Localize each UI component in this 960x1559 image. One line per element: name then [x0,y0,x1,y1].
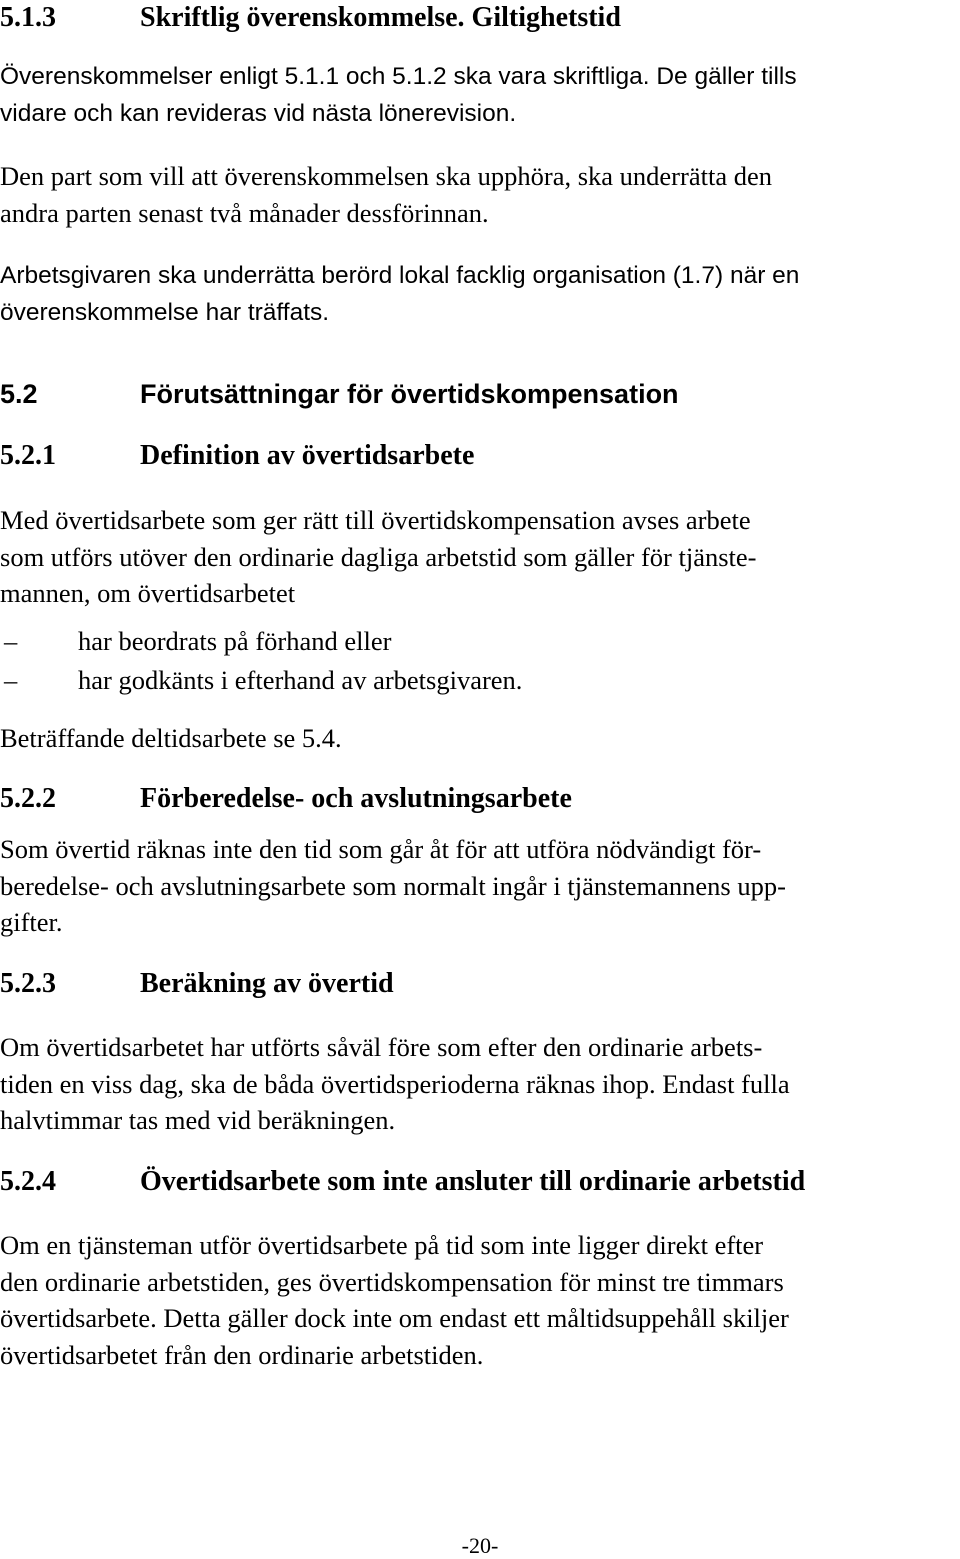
paragraph-5-2-1-2 [0,720,950,757]
heading-title: Förberedelse- och avslutningsarbete [140,783,572,814]
paragraph-5-1-3-2 [0,158,950,231]
text-line: andra parten senast två månader dessförinnan. [0,197,489,228]
heading-number: 5.2 [0,379,38,409]
heading-number: 5.2.3 [0,968,56,999]
text-line: Den part som vill att överenskommelsen ska upphöra, ska underrätta den [0,161,772,191]
text-line: halvtimmar tas med vid beräkningen. [0,1105,396,1135]
heading-5-2-2 [0,781,950,817]
dash-bullet: – [4,665,18,695]
paragraph-5-1-3-1 [0,59,950,132]
heading-title: Definition av övertidsarbete [140,440,475,471]
heading-title: Beräkning av övertid [140,968,394,999]
text-line: tiden en viss dag, ska de båda övertidsperioderna räknas ihop. Endast fulla [0,1068,790,1099]
paragraph-5-1-3-3 [0,258,950,331]
heading-5-1-3 [0,0,950,36]
text-line: Om en tjänsteman utför övertidsarbete på tid som inte ligger direkt efter [0,1230,764,1260]
list-item [0,662,522,698]
heading-title: Skriftlig överenskommelse. Giltighetstid [140,2,621,33]
heading-title: Förutsättningar för övertidskompensation [140,379,679,409]
heading-5-2-3 [0,966,950,1002]
text-line: Beträffande deltidsarbete se 5.4. [0,723,342,753]
text-line: Arbetsgivaren ska underrätta berörd lokal facklig organisation (1.7) när en [0,262,800,289]
text-line: vidare och kan revideras vid nästa lönerevision. [0,99,517,127]
paragraph-5-2-1-1 [0,502,950,612]
text-line: mannen, om övertidsarbetet [0,578,296,608]
text-line: övertidsarbetet från den ordinarie arbetstiden. [0,1339,484,1370]
text-line: Överenskommelser enligt 5.1.1 och 5.1.2 ska vara skriftliga. De gäller tills [0,63,797,90]
text-line: gifter. [0,907,63,937]
text-line: beredelse- och avslutningsarbete som normalt ingår i tjänstemannens upp- [0,870,786,901]
text-line: övertidsarbete. Detta gäller dock inte om endast ett måltidsuppehåll skiljer [0,1303,789,1333]
list-item-text: har beordrats på förhand eller [78,626,392,656]
list-item-text: har godkänts i efterhand av arbetsgivaren. [78,665,523,695]
page-number: -20- [461,1533,499,1558]
text-line: Med övertidsarbete som ger rätt till övertidskompensation avses arbete [0,505,751,535]
dash-bullet: – [4,626,18,656]
heading-title: Övertidsarbete som inte ansluter till ordinarie arbetstid [140,1166,806,1197]
text-line: Som övertid räknas inte den tid som går åt för att utföra nödvändigt för- [0,834,762,864]
text-line: Om övertidsarbetet har utförts såväl före som efter den ordinarie arbets- [0,1032,763,1062]
heading-5-2 [0,376,950,412]
text-line: som utförs utöver den ordinarie dagliga arbetstid som gäller för tjänste- [0,541,757,572]
heading-number: 5.1.3 [0,2,56,33]
list-item [0,623,391,659]
heading-number: 5.2.1 [0,440,56,471]
heading-number: 5.2.4 [0,1166,56,1197]
text-line: den ordinarie arbetstiden, ges övertidskompensation för minst tre timmars [0,1266,784,1297]
heading-number: 5.2.2 [0,783,56,814]
paragraph-5-2-2-1 [0,831,950,941]
paragraph-5-2-4-1 [0,1227,950,1373]
text-line: överenskommelse har träffats. [0,298,330,326]
heading-5-2-4 [0,1164,950,1200]
paragraph-5-2-3-1 [0,1029,950,1139]
heading-5-2-1 [0,438,950,474]
